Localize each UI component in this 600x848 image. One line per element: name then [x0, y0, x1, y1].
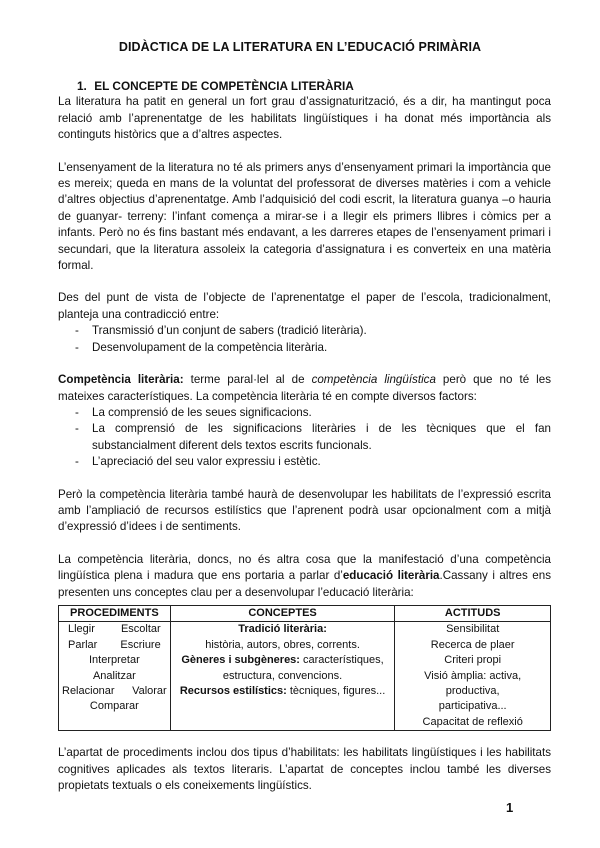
term-bold: Competència literària: — [58, 373, 184, 387]
section-heading — [77, 78, 551, 94]
paragraph-7: L’apartat de procediments inclou dos tipus d’habilitats: les habilitats lingüístiques i les habilitats cognitives aplicades als textos literaris. L’apartat de conceptes inclou també les diverses propietats textuals o els coneixements lingüístics. — [58, 746, 551, 793]
list-item: - Transmissió d’un conjunt de sabers (tradició literària). — [75, 324, 367, 338]
list-item: - Desenvolupament de la competència literària. — [75, 340, 328, 354]
paragraph-1: La literatura ha patit en general un fort grau d’assignaturització, és a dir, ha mantingut poca relació amb l’aprenentatge de les habilitats lingüístiques i ha donat més importància als continguts històrics que a d’altres aspectes. — [58, 95, 551, 142]
paragraph-5: Però la competència literària també haurà de desenvolupar les habilitats de l’expressió escrita amb l’ampliació de recursos estilístics que l’aprenent podrà usar opcionalment com a mitjà d’expressió d’idees i de sentiments. — [58, 487, 551, 534]
document-body — [58, 78, 551, 794]
paragraph-4: Competència literària: terme paral·lel al de competència lingüística però que no té les mateixes característiques. La competència literària té en compte diversos factors: — [58, 373, 551, 403]
concepts-table — [58, 605, 551, 731]
section-title: EL CONCEPTE DE COMPETÈNCIA LITERÀRIA — [94, 79, 354, 93]
term-italic: competència lingüística — [311, 373, 436, 387]
table-header: ACTITUDS — [395, 605, 551, 621]
page-number: 1 — [506, 800, 514, 815]
list-item: - La comprensió de les seues significacions. — [75, 405, 312, 419]
concepts-cell: Tradició literària: història, autors, obres, corrents. Gèneres i subgèneres: característiques, estructura, convencions. Recursos estilístics: tècniques, figures... — [170, 622, 395, 731]
procedures-cell: Llegir Escoltar Parlar Escriure Interpretar Analitzar Relacionar Valorar Comparar — [59, 622, 171, 731]
paragraph-6: La competència literària, doncs, no és altra cosa que la manifestació d’una competència lingüística plena i madura que ens portaria a parlar d’educació literària.Cassany i altres ens presenten uns conceptes clau per a desenvolupar l’educació literària: — [58, 552, 551, 599]
list-item: - La comprensió de les significacions literàries i de les tècniques que el fan substancialment diferent dels textos escrits funcionals. — [75, 422, 551, 452]
paragraph-2: L’ensenyament de la literatura no té als primers anys d’ensenyament primari la importància que es mereix; queda en mans de la voluntat del professorat de diverses matèries i com a vehicle d’altres objectius d’aprenentatge. Amb l’adquisició del codi escrit, la literatura guanya –o hauria de guanyar- terreny: l’infant comença a mirar-se i a llegir els primers llibres i còmics per a infants. Però no és fins bastant més endavant, a les darreres etapes de l’ensenyament primari i secundari, que la literatura assoleix la categoria d’assignatura i es converteix en una matèria formal. — [58, 160, 551, 273]
list-item: - L’apreciació del seu valor expressiu i estètic. — [75, 455, 321, 469]
factors-list — [58, 405, 551, 471]
table-header: PROCEDIMENTS — [59, 605, 171, 621]
paragraph-3: Des del punt de vista de l’objecte de l’aprenentatge el paper de l’escola, tradicionalment, planteja una contradicció entre: — [58, 291, 551, 321]
contradiction-list — [58, 323, 551, 356]
term-bold: educació literària — [342, 569, 440, 583]
attitudes-cell: Sensibilitat Recerca de plaer Criteri propi Visió àmplia: activa, productiva, participativa... Capacitat de reflexió — [395, 622, 551, 731]
document-title: DIDÀCTICA DE LA LITERATURA EN L’EDUCACIÓ PRIMÀRIA — [118, 40, 482, 54]
table-header: CONCEPTES — [170, 605, 395, 621]
section-number: 1. — [77, 79, 87, 93]
